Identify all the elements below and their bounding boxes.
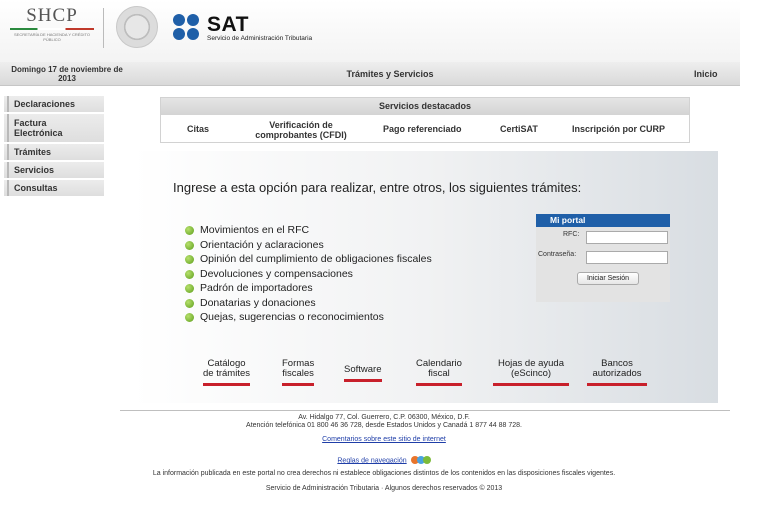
- national-seal-icon: [116, 6, 158, 48]
- tramites-list: [185, 223, 432, 325]
- footer-nav-rules: [0, 456, 768, 465]
- bullet-icon: [185, 284, 194, 293]
- footer-address: Av. Hidalgo 77, Col. Guerrero, C.P. 06300, México, D.F.: [298, 414, 470, 421]
- list-item: [185, 252, 432, 267]
- link-bancos-autorizados[interactable]: [587, 359, 647, 386]
- sat-logo-icon[interactable]: [173, 14, 203, 42]
- list-item-text: Devoluciones y compensaciones: [200, 267, 353, 280]
- sidebar-item-servicios[interactable]: Servicios: [4, 162, 104, 180]
- bullet-icon: [185, 270, 194, 279]
- list-item: [185, 238, 432, 253]
- link-line: Calendario: [416, 358, 462, 369]
- current-date: Domingo 17 de noviembre de 2013: [11, 65, 123, 83]
- list-item-text: Movimientos en el RFC: [200, 224, 310, 236]
- footer-phone: Atención telefónica 01 800 46 36 728, desde Estados Unidos y Canadá 1 877 44 88 728.: [246, 422, 522, 429]
- footer-divider: [120, 410, 730, 411]
- login-button[interactable]: Iniciar Sesión: [577, 272, 639, 285]
- section-title: Trámites y Servicios: [346, 69, 434, 79]
- rfc-label: RFC:: [563, 231, 580, 238]
- link-formas-fiscales[interactable]: [282, 359, 314, 386]
- link-line: autorizados: [592, 368, 642, 379]
- mi-portal-title: Mi portal: [536, 214, 670, 227]
- top-nav-bar: [0, 62, 740, 86]
- password-label: Contraseña:: [538, 251, 577, 258]
- sidebar-item-label: Factura Electrónica: [14, 118, 63, 138]
- sidebar-item-consultas[interactable]: Consultas: [4, 180, 104, 198]
- link-line: (eScinco): [510, 368, 552, 379]
- rfc-input[interactable]: [586, 231, 668, 244]
- bullet-icon: [185, 226, 194, 235]
- link-line: Software: [344, 364, 382, 375]
- tramites-intro: Ingrese a esta opción para realizar, entre otros, los siguientes trámites:: [173, 180, 582, 195]
- bullet-icon: [185, 313, 194, 322]
- shcp-wordmark: SHCP: [26, 5, 78, 26]
- sat-wordmark[interactable]: SAT: [207, 13, 249, 36]
- bullet-icon: [185, 255, 194, 264]
- list-item-text: Opinión del cumplimiento de obligaciones fiscales: [200, 253, 432, 265]
- featured-services-title: Servicios destacados: [161, 98, 689, 115]
- accessibility-icon[interactable]: [411, 456, 431, 465]
- link-catalogo-tramites[interactable]: [203, 359, 250, 386]
- link-line: Catálogo: [207, 358, 246, 369]
- bullet-icon: [185, 241, 194, 250]
- list-item: [185, 223, 432, 238]
- sidebar-item-tramites[interactable]: Trámites: [4, 144, 104, 162]
- list-item-text: Padrón de importadores: [200, 282, 313, 294]
- shcp-tricolor-bar: [10, 28, 94, 30]
- sidebar-item-declaraciones[interactable]: Declaraciones: [4, 96, 104, 114]
- link-hojas-de-ayuda[interactable]: [493, 359, 569, 386]
- sat-subtitle: Servicio de Administración Tributaria: [207, 35, 313, 42]
- link-line: fiscal: [428, 368, 450, 379]
- link-line: de trámites: [203, 368, 250, 379]
- bullet-icon: [185, 299, 194, 308]
- list-item: [185, 267, 432, 282]
- list-item: [185, 310, 432, 325]
- tramites-panel: [133, 151, 718, 403]
- service-link-certisat[interactable]: CertiSAT: [500, 124, 538, 134]
- header-divider: [103, 8, 104, 48]
- list-item: [185, 281, 432, 296]
- service-link-inscripcion-curp[interactable]: Inscripción por CURP: [572, 124, 666, 134]
- home-link[interactable]: Inicio: [694, 69, 718, 79]
- footer-comments: [0, 436, 768, 444]
- password-input[interactable]: [586, 251, 668, 264]
- service-link-citas[interactable]: Citas: [187, 124, 210, 134]
- footer-copyright: Servicio de Administración Tributaria · Algunos derechos reservados © 2013: [265, 485, 503, 492]
- comments-link[interactable]: Comentarios sobre este sitio de internet: [322, 436, 446, 443]
- sidebar-menu: [4, 96, 104, 198]
- list-item-text: Orientación y aclaraciones: [200, 238, 324, 251]
- list-item-text: Quejas, sugerencias o reconocimientos: [200, 311, 384, 323]
- featured-services-box: [160, 97, 690, 143]
- list-item-text: Donatarias y donaciones: [200, 296, 316, 309]
- link-line: Hojas de ayuda: [497, 358, 565, 369]
- site-header: [0, 0, 740, 62]
- shcp-subtitle: SECRETARÍA DE HACIENDA Y CRÉDITO PÚBLICO: [14, 32, 90, 42]
- sidebar-item-factura-electronica[interactable]: [4, 114, 104, 144]
- link-software[interactable]: [344, 365, 382, 382]
- service-link-pago-referenciado[interactable]: Pago referenciado: [383, 124, 462, 134]
- link-line: Formas: [282, 358, 315, 369]
- footer-disclaimer: La información publicada en este portal no crea derechos ni establece obligaciones distintos de los contenidos en las disposiciones fiscales vigentes.: [152, 470, 616, 477]
- link-line: Bancos: [601, 358, 633, 369]
- mi-portal-login: [536, 214, 670, 302]
- link-line: fiscales: [282, 368, 314, 379]
- shcp-logo[interactable]: [6, 6, 98, 50]
- list-item: [185, 296, 432, 311]
- service-link-verificacion-cfdi[interactable]: Verificación de comprobantes (CFDI): [255, 120, 347, 140]
- nav-rules-link[interactable]: Reglas de navegación: [337, 457, 407, 465]
- link-calendario-fiscal[interactable]: [416, 359, 462, 386]
